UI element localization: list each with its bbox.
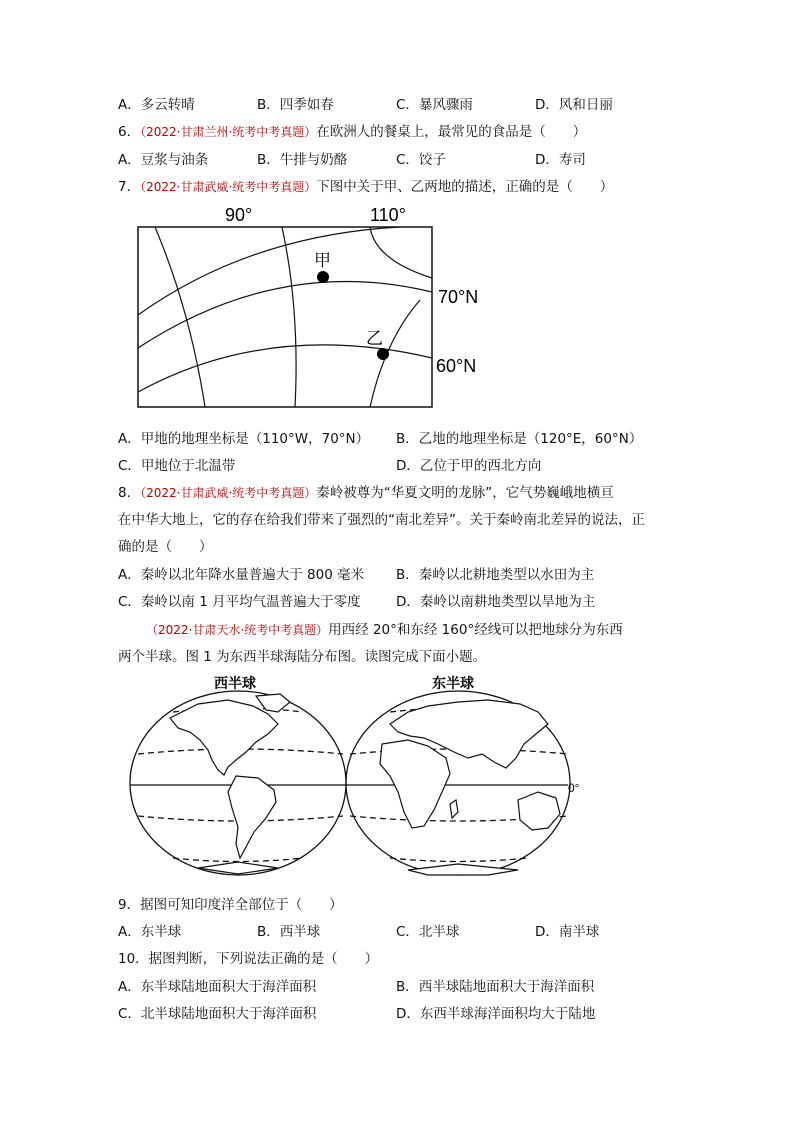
south-america-shape (228, 776, 276, 858)
q5-option-d: D．风和日丽 (535, 97, 613, 113)
hemisphere-map (128, 672, 598, 884)
question-10: 10．据图判断，下列说法正确的是（ ） (118, 951, 379, 967)
q9-option-a: A．东半球 (118, 924, 182, 940)
q7-option-d: D．乙位于甲的西北方向 (396, 458, 542, 474)
question-number: 7． (118, 179, 141, 195)
q6-option-b: B．牛排与奶酪 (257, 152, 348, 168)
meridian-110 (370, 227, 432, 278)
question-source: （2022·甘肃武威·统考中考真题） (140, 486, 317, 500)
question-stem: 在欧洲人的餐桌上，最常见的食品是（ ） (316, 124, 587, 140)
question-source: （2022·甘肃兰州·统考中考真题） (140, 125, 317, 139)
q10-option-b: B．西半球陆地面积大于海洋面积 (396, 979, 595, 995)
q7-option-c: C．甲地位于北温带 (118, 458, 236, 474)
antarctica-east-shape (408, 864, 518, 875)
meridian-100 (282, 227, 296, 407)
figure-frame (138, 227, 432, 407)
parallel-70 (138, 281, 432, 348)
point-jia-dot (317, 271, 329, 283)
lon-label-90: 90° (225, 205, 253, 225)
q8-option-a: A．秦岭以北年降水量普遍大于 800 毫米 (118, 567, 365, 583)
lat-label-70n: 70°N (438, 287, 479, 307)
west-antarctic-circle (173, 858, 303, 862)
q9-option-c: C．北半球 (396, 924, 460, 940)
question-source: （2022·甘肃武威·统考中考真题） (140, 180, 317, 194)
q8-option-d: D．秦岭以南耕地类型以旱地为主 (396, 594, 596, 610)
graticule-figure (130, 200, 510, 415)
point-label-jia: 甲 (314, 251, 331, 270)
q6-option-d: D．寿司 (535, 152, 586, 168)
north-america-shape (170, 700, 278, 775)
africa-shape (380, 740, 450, 828)
q6-option-a: A．豆浆与油条 (118, 152, 209, 168)
question-7 (118, 178, 613, 196)
question-8-line-3: 确的是（ ） (118, 539, 213, 555)
question-stem: 下图中关于甲、乙两地的描述，正确的是（ ） (316, 179, 614, 195)
q9-option-d: D．南半球 (535, 924, 600, 940)
equator-label: 0° (568, 781, 580, 795)
q6-option-c: C．饺子 (396, 152, 446, 168)
question-8 (118, 484, 614, 502)
lon-label-110: 110° (370, 205, 406, 225)
question-stem: 秦岭被尊为“华夏文明的龙脉”，它气势巍峨地横亘 (316, 485, 614, 501)
group-source: （2022·甘肃天水·统考中考真题） (146, 623, 329, 637)
east-antarctic-circle (390, 858, 528, 862)
greenland-shape (256, 694, 290, 712)
group-intro (146, 621, 623, 639)
parallel-80 (138, 227, 400, 315)
q10-option-c: C．北半球陆地面积大于海洋面积 (118, 1006, 317, 1022)
q10-option-a: A．东半球陆地面积大于海洋面积 (118, 979, 317, 995)
east-hemisphere-label: 东半球 (432, 675, 474, 691)
question-number: 6． (118, 124, 141, 140)
point-label-yi: 乙 (366, 329, 383, 348)
q7-option-a: A．甲地的地理坐标是（110°W，70°N） (118, 431, 370, 447)
group-intro-text: 用西经 20°和东经 160°经线可以把地球分为东西 (328, 622, 623, 638)
q5-option-b: B．四季如春 (257, 97, 334, 113)
q8-option-b: B．秦岭以北耕地类型以水田为主 (396, 567, 595, 583)
q8-option-c: C．秦岭以南 1 月平均气温普遍大于零度 (118, 594, 361, 610)
west-hemisphere-label: 西半球 (214, 675, 256, 691)
lat-label-60n: 60°N (436, 356, 477, 376)
q9-option-b: B．西半球 (257, 924, 321, 940)
question-8-line-2: 在中华大地上，它的存在给我们带来了强烈的“南北差异”。关于秦岭南北差异的说法，正 (118, 512, 645, 528)
question-number: 8． (118, 485, 141, 501)
q5-option-c: C．暴风骤雨 (396, 97, 473, 113)
question-9: 9．据图可知印度洋全部位于（ ） (118, 897, 343, 913)
group-intro-line-2: 两个半球。图 1 为东西半球海陆分布图。读图完成下面小题。 (118, 649, 487, 665)
australia-shape (518, 792, 560, 830)
q10-option-d: D．东西半球海洋面积均大于陆地 (396, 1006, 596, 1022)
point-yi-dot (377, 348, 389, 360)
question-6 (118, 123, 586, 141)
madagascar-shape (450, 800, 458, 818)
q5-option-a: A．多云转晴 (118, 97, 195, 113)
q7-option-b: B．乙地的地理坐标是（120°E，60°N） (396, 431, 643, 447)
